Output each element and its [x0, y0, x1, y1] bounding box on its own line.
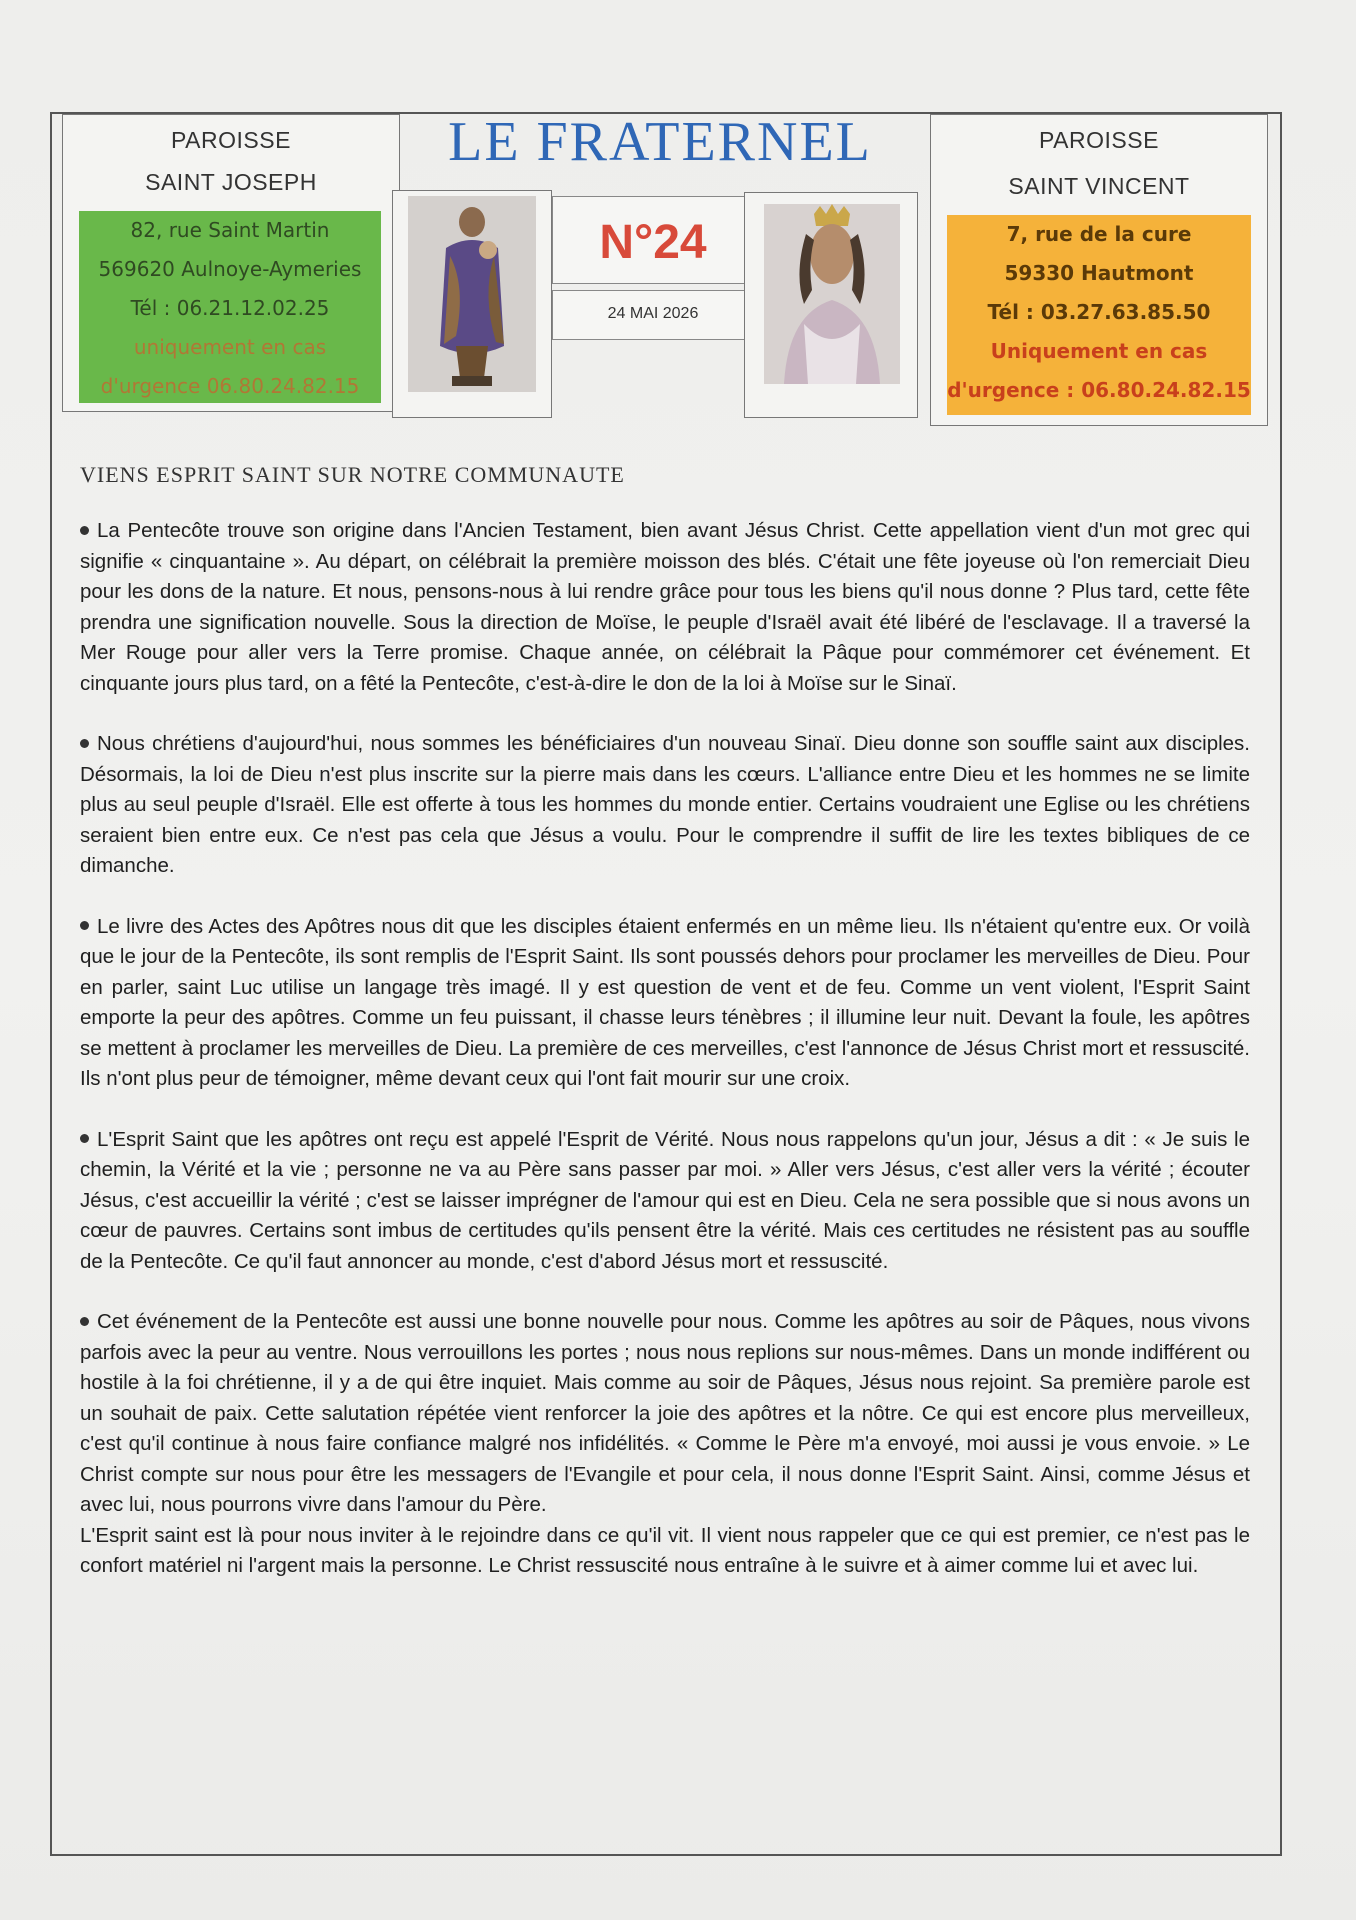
bullet-icon [80, 1317, 89, 1326]
bullet-icon [80, 526, 89, 535]
right-parish-title-2: SAINT VINCENT [1008, 173, 1190, 199]
paragraph-text: La Pentecôte trouve son origine dans l'Ancien Testament, bien avant Jésus Christ. Cette appellation vient d'un mot grec qui signifie « cinquantaine ». Au départ, on célébrait la première moisson des blés. C'était une fête joyeuse où l'on remerciait Dieu pour les dons de la nature. Et nous, pensons-nous à lui rendre grâce pour tous les biens qu'il nous donne ? Plus tard, cette fête prendra une signification nouvelle. Sous la direction de Moïse, le peuple d'Israël avait été libéré de l'esclavage. Il a traversé la Mer Rouge pour aller vers la Terre promise. Chaque année, on célébrait la Pâque pour commémorer cet événement. Et cinquante jours plus tard, on a fêté la Pentecôte, c'est-à-dire le don de la loi à Moïse sur le Sinaï. [80, 519, 1250, 695]
bullet-icon [80, 739, 89, 748]
issue-date: 24 MAI 2026 [607, 305, 699, 322]
paragraph-text: Nous chrétiens d'aujourd'hui, nous sommes les bénéficiaires d'un nouveau Sinaï. Dieu donne son souffle saint aux disciples. Désormais, la loi de Dieu n'est plus inscrite sur la pierre mais dans les cœurs. L'alliance entre Dieu et les hommes ne se limite plus au seul peuple d'Israël. Elle est offerte à tous les hommes du monde entier. Certains voudraient une Eglise ou les chrétiens seraient bien entre eux. Ce n'est pas cela que Jésus a voulu. Pour le comprendre il suffit de lire les textes bibliques de ce dimanche. [80, 732, 1250, 877]
paragraph-text: Cet événement de la Pentecôte est aussi une bonne nouvelle pour nous. Comme les apôtres au soir de Pâques, nous vivons parfois avec la peur au ventre. Nous verrouillons les portes ; nous nous replions sur nous-mêmes. Dans un monde indifférent ou hostile à la foi chrétienne, il y a de qui être inquiet. Mais comme au soir de Pâques, Jésus nous rejoint. Sa première parole est un souhait de paix. Cette salutation répétée vient renforcer la joie des apôtres et la nôtre. Ce qui est encore plus merveilleux, c'est qu'il continue à nous faire confiance malgré nos infidélités. « Comme le Père m'a envoyé, moi aussi je vous envoie. » Le Christ compte sur nous pour être les messagers de l'Evangile et pour cela, il nous donne l'Esprit Saint. Ainsi, comme Jésus et avec lui, nous pourrons vivre dans l'amour du Père. [80, 1310, 1250, 1516]
paragraph-text: L'Esprit Saint que les apôtres ont reçu est appelé l'Esprit de Vérité. Nous nous rappelons qu'un jour, Jésus a dit : « Je suis le chemin, la Vérité et la vie ; personne ne va au Père sans passer par moi. » Aller vers Jésus, c'est aller vers la vérité ; écouter Jésus, c'est accueillir la vérité ; c'est se laisser imprégner de l'amour qui est en Dieu. Cela ne sera possible que si nous avons un cœur de pauvres. Certains sont imbus de certitudes qu'ils pensent être la vérité. Mais ces certitudes ne résistent pas au souffle de la Pentecôte. Ce qu'il faut annoncer au monde, c'est d'abord Jésus mort et ressuscité. [80, 1127, 1250, 1273]
article-paragraph [80, 1125, 1250, 1278]
right-parish-address-block [947, 215, 1251, 415]
article-closing: L'Esprit saint est là pour nous inviter à le rejoindre dans ce qu'il vit. Il vient nous rappeler que ce qui est premier, ce n'est pas le confort matériel ni l'argent mais la personne. Le Christ ressuscité nous entraîne à le suivre et à aimer comme lui et avec lui. [80, 1523, 1250, 1577]
left-address-line2: 569620 Aulnoye-Aymeries [98, 257, 362, 281]
issue-number: N°24 [599, 216, 707, 269]
article-paragraph [80, 516, 1250, 699]
right-address-line2: 59330 Hautmont [1004, 261, 1194, 285]
right-urgent-line1: Uniquement en cas [990, 339, 1208, 363]
article-paragraph [80, 1307, 1250, 1521]
left-parish-title-1: PAROISSE [171, 127, 291, 153]
left-phone: Tél : 06.21.12.02.25 [130, 296, 330, 320]
left-parish-title-2: SAINT JOSEPH [145, 169, 317, 195]
paragraph-text: Le livre des Actes des Apôtres nous dit que les disciples étaient enfermés en un même lieu. Ils n'étaient qu'entre eux. Or voilà que le jour de la Pentecôte, ils sont remplis de l'Esprit Saint. Ils sont poussés dehors pour proclamer les merveilles de Dieu. Pour en parler, saint Luc utilise un langage très imagé. Il y est question de vent et de feu. Comme un vent violent, l'Esprit Saint emporte la peur des apôtres. Comme un feu puissant, il chasse leurs ténèbres ; il illumine leur nuit. Devant la foule, les apôtres se mettent à proclamer les merveilles de Dieu. La première de ces merveilles, c'est l'annonce de Jésus Christ mort et ressuscité. Ils n'ont plus peur de témoigner, même devant ceux qui l'ont fait mourir sur une croix. [80, 914, 1250, 1090]
right-phone: Tél : 03.27.63.85.50 [987, 300, 1211, 324]
article-body [80, 516, 1250, 1612]
right-urgent-line2: d'urgence : 06.80.24.82.15 [947, 378, 1251, 402]
bullet-icon [80, 921, 89, 930]
right-parish-box [930, 114, 1268, 426]
article-title: VIENS ESPRIT SAINT SUR NOTRE COMMUNAUTE [80, 462, 625, 487]
masthead-title: LE FRATERNEL [448, 111, 872, 173]
left-parish-address-block [79, 211, 381, 403]
saint-joseph-statue-image [408, 196, 536, 392]
left-urgent-line1: uniquement en cas [133, 335, 327, 359]
article-paragraph [80, 729, 1250, 882]
right-parish-title-1: PAROISSE [1039, 127, 1159, 153]
saint-vincent-statue-image [764, 204, 900, 384]
article-paragraph [80, 912, 1250, 1095]
right-address-line1: 7, rue de la cure [1006, 222, 1192, 246]
left-address-line1: 82, rue Saint Martin [130, 218, 330, 242]
bullet-icon [80, 1134, 89, 1143]
issue-date-box [552, 290, 754, 340]
left-urgent-line2: d'urgence 06.80.24.82.15 [100, 374, 360, 398]
left-parish-box [62, 114, 400, 412]
issue-number-box [552, 196, 754, 284]
